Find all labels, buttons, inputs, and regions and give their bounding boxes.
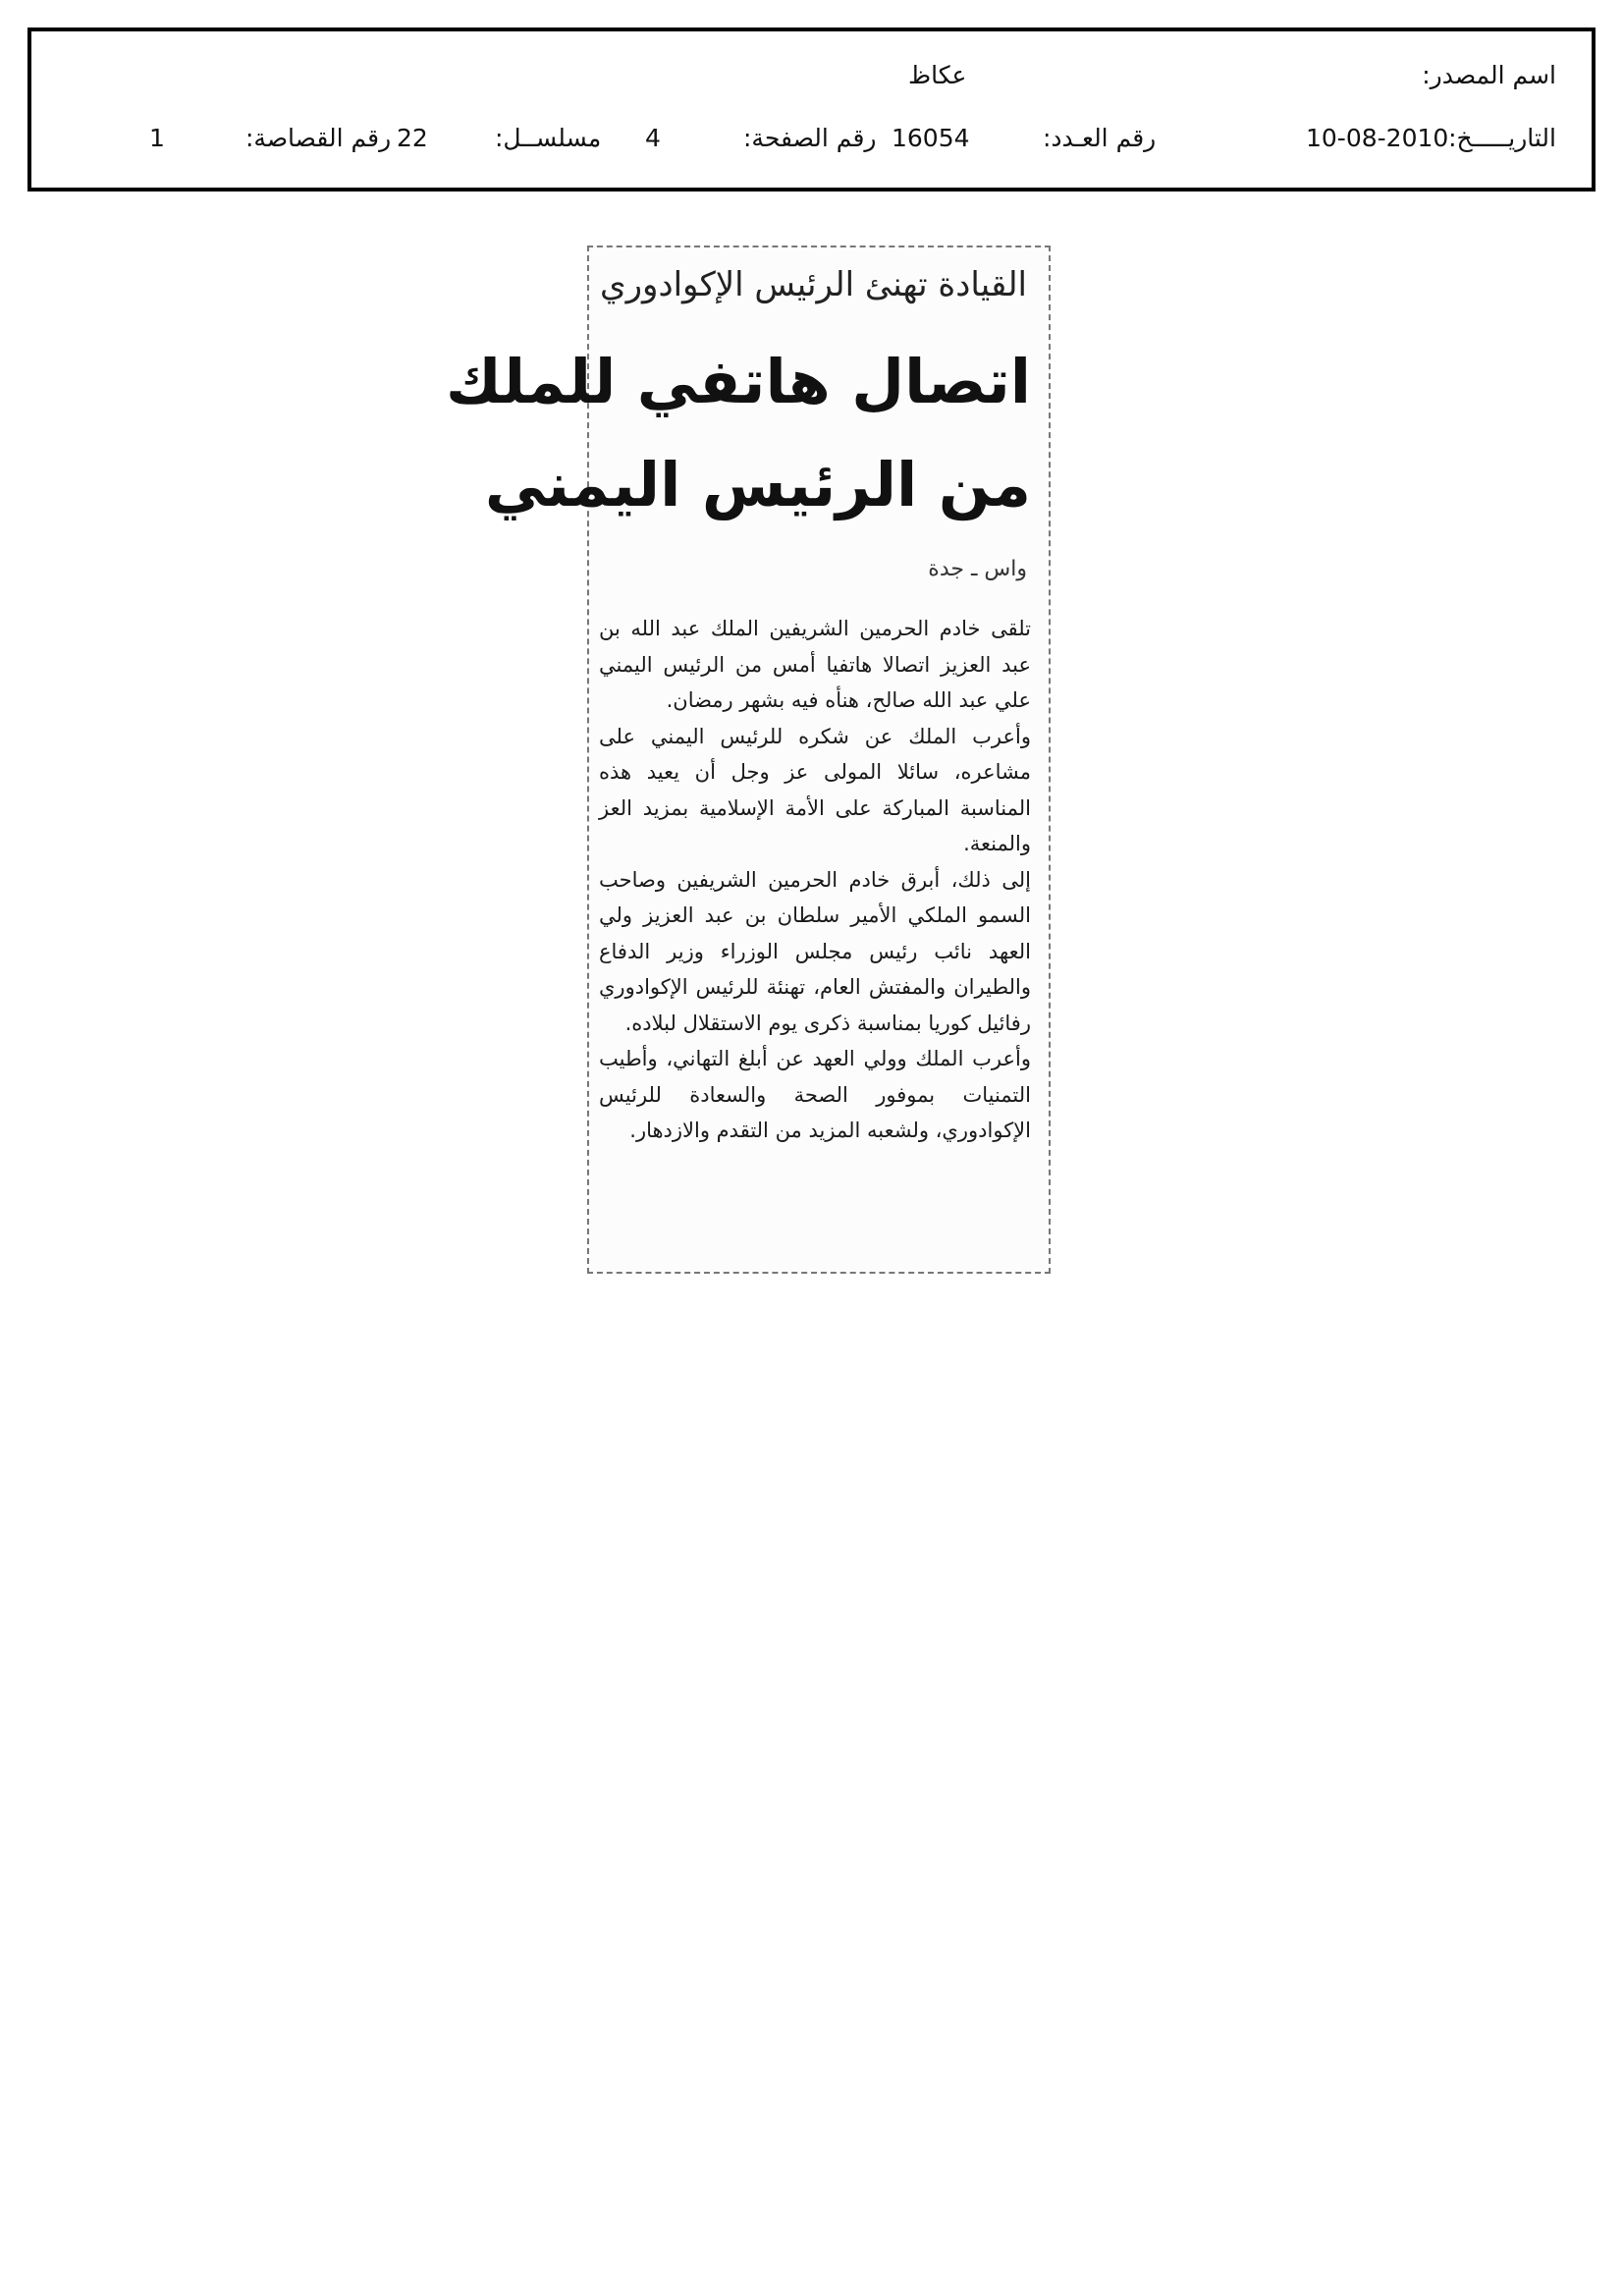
article-headline-line1: اتصال هاتفي للملك [446, 346, 1031, 417]
source-value: عكاظ [908, 61, 967, 89]
serial-label: مسلســل: [495, 124, 602, 152]
page-label: رقم الصفحة: [743, 124, 877, 152]
date-value: 10-08-2010 [1306, 124, 1449, 152]
article-kicker: القيادة تهنئ الرئيس الإكوادوري [600, 265, 1027, 304]
article-paragraph: وأعرب الملك وولي العهد عن أبلغ التهاني، وأطيب التمنيات بموفور الصحة والسعادة للرئيس الإكوادوري، ولشعبه المزيد من التقدم والازدهار. [599, 1047, 1031, 1142]
newspaper-clipping [446, 246, 1051, 1274]
clip-number-label: رقم القصاصة: [245, 124, 392, 152]
article-dateline: واس ـ جدة [928, 557, 1027, 581]
clip-number-value: 1 [149, 124, 165, 152]
article-body [599, 611, 1031, 1149]
issue-value: 16054 [892, 124, 970, 152]
article-paragraph: وأعرب الملك عن شكره للرئيس اليمني على مشاعره، سائلا المولى عز وجل أن يعيد هذه المناسبة المباركة على الأمة الإسلامية بمزيد العز والمنعة. [599, 724, 1031, 855]
date-label: التاريـــــخ: [1448, 124, 1556, 152]
article-paragraph: إلى ذلك، أبرق خادم الحرمين الشريفين وصاحب السمو الملكي الأمير سلطان بن عبد العزيز ولي العهد نائب رئيس مجلس الوزراء وزير الدفاع والطيران والمفتش العام، تهنئة للرئيس الإكوادوري رفائيل كوريا بمناسبة ذكرى يوم الاستقلال لبلاده. [599, 867, 1031, 1035]
page-value: 4 [645, 124, 661, 152]
article-headline-line2: من الرئيس اليمني [484, 449, 1031, 520]
source-label: اسم المصدر: [1422, 61, 1556, 89]
clipping-header-box [27, 27, 1596, 191]
issue-label: رقم العـدد: [1043, 124, 1157, 152]
article-paragraph: تلقى خادم الحرمين الشريفين الملك عبد الله بن عبد العزيز اتصالا هاتفيا أمس من الرئيس اليمني علي عبد الله صالح، هنأه فيه بشهر رمضان. [599, 617, 1031, 712]
serial-value: 22 [397, 124, 428, 152]
